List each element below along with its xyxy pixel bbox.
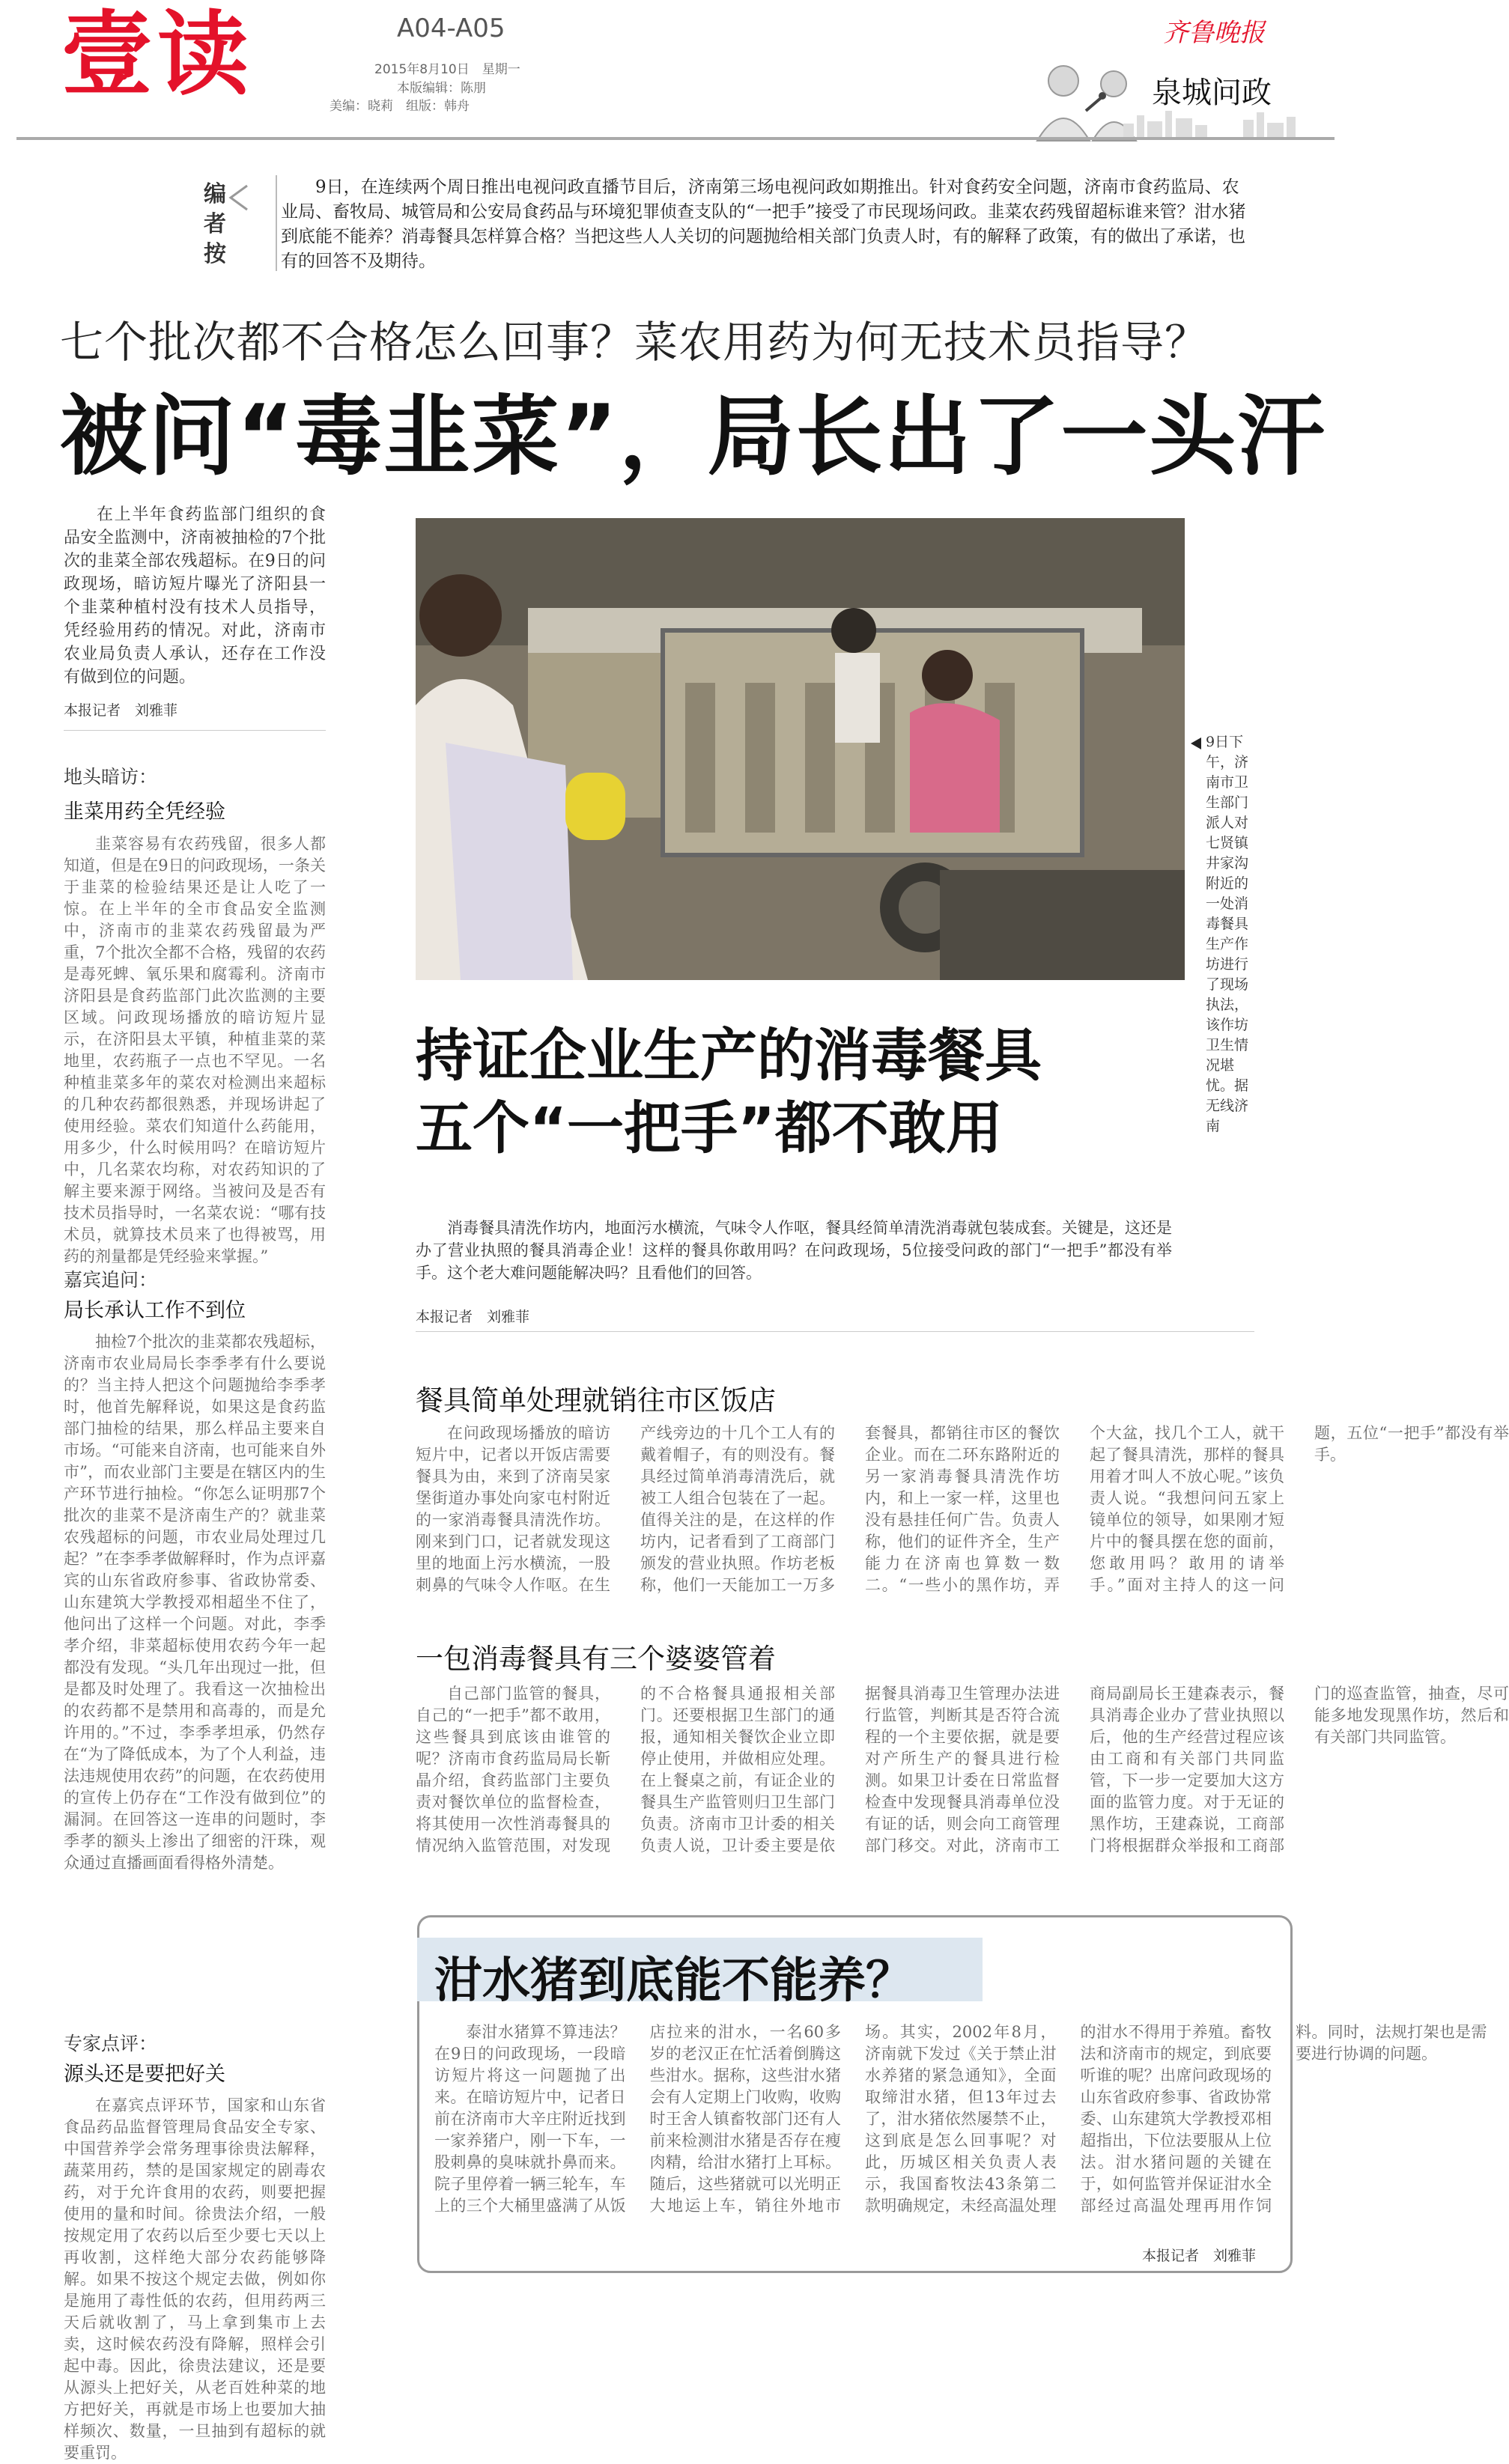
story1-headline: 被问“毒韭菜”，局长出了一头汗 [60,386,1326,487]
s1-label: 地头暗访： [64,766,158,788]
editor-note-text: 9日，在连续两个周日推出电视问政直播节目后，济南第三场电视问政如期推出。针对食药安全问题，济南市食药监局、农业局、畜牧局、城管局和公安局食药品与环境犯罪侦查支队的“一把手”接受了市民现场问政。韭菜农药残留超标谁来管？泔水猪到底能不能养？消毒餐具怎样算合格？当把这些人人关切的问题抛给相关部门负责人时，有的解释了政策，有的做出了承诺，也有的回答不及期待。 [281,177,1246,271]
story2-headline-line1: 持证企业生产的消毒餐具 [416,1022,1042,1089]
story2-body-a: 在问政现场播放的暗访短片中，记者以开饭店需要餐具为由，来到了济南吴家堡街道办事处向家屯村附近的一家消毒餐具清洗作坊。刚来到门口，记者就发现这里的地面上污水横流，一股刺鼻的气味令人作呕。在生产线旁边的十几个工人有的戴着帽子，有的则没有。餐具经过简单消毒清洗后，就被工人组合包装在了一起。值得关注的是，在这样的作坊内，记者看到了工商部门颁发的营业执照。作坊老板称，他们一天能加工一万多套餐具，都销往市区的餐饮企业。而在二环东路附近的另一家消毒餐具清洗作坊内，和上一家一样，这里也没有悬挂任何广告。负责人称，他们的证件齐全，生产能力在济南也算数一数二。“一些小的黑作坊，弄个大盆，找几个工人，就干起了餐具清洗，那样的餐具用着才叫人不放心呢。”该负责人说。“我想问问五家上镜单位的领导，如果刚才短片中的餐具摆在您的面前，您敢用吗？敢用的请举手。”面对主持人的这一问题，五位“一把手”都没有举手。 [416,1424,1509,1594]
page-editor: 本版编辑：陈朋 [397,81,486,96]
story1-lead: 在上半年食药监部门组织的食品安全监测中，济南被抽检的7个批次的韭菜全部农残超标。在9日的问政现场，暗访短片曝光了济阳县一个韭菜种植村没有技术人员指导，凭经验用药的情况。对此，济南市农业局负责人承认，还存在工作没有做到位的问题。 [64,505,326,687]
story2-sub-b: 一包消毒餐具有三个婆婆管着 [416,1643,776,1675]
page-design: 美编：晓莉 组版：韩舟 [330,99,470,114]
story1-subtitle: 七个批次都不合格怎么回事？菜农用药为何无技术员指导？ [60,317,1209,368]
story3-headline: 泔水猪到底能不能养？ [434,1953,914,2009]
s1-body: 韭菜容易有农药残留，很多人都知道，但是在9日的问政现场，一条关于韭菜的检验结果还是让人吃了一惊。在上半年的全市食品安全监测中，济南市的韭菜农药残留最为严重，7个批次全都不合格，残留的农药是毒死蜱、氧乐果和腐霉利。济南市济阳县是食药监部门此次监测的主要区域。问政现场播放的暗访短片显示，在济阳县太平镇，种植韭菜的菜地里，农药瓶子一点也不罕见。一名种植韭菜多年的菜农对检测出来超标的几种农药都很熟悉，并现场讲起了使用经验。菜农们知道什么药能用，用多少，什么时候用吗？在暗访短片中，几名菜农均称，对农药知识的了解主要来源于网络。当被问及是否有技术员指导时，一名菜农说：“哪有技术员，就算技术员来了也得被骂，用药的剂量都是凭经验来掌握。” [64,835,326,1265]
newspaper-name: 齐鲁晚报 [1163,18,1265,48]
story2-byline: 本报记者 刘雅菲 [416,1309,530,1325]
story2-headline-line2: 五个“一把手”都不敢用 [416,1095,1003,1161]
story3-body: 泰泔水猪算不算违法？在9日的问政现场，一段暗访短片将这一问题抛了出来。在暗访短片中，记者日前在济南市大辛庄附近找到一家养猪户，刚一下车，一股刺鼻的臭味就扑鼻而来。院子里停着一辆三轮车，车上的三个大桶里盛满了从饭店拉来的泔水，一名60多岁的老汉正在忙活着倒腾这些泔水。据称，这些泔水猪会有人定期上门收购，收购时王舍人镇畜牧部门还有人前来检测泔水猪是否存在瘦肉精，给泔水猪打上耳标。随后，这些猪就可以光明正大地运上车，销往外地市场。其实，2002年8月，济南就下发过《关于禁止泔水养猪的紧急通知》，全面取缔泔水猪，但13年过去了，泔水猪依然屡禁不止，这到底是怎么回事呢？对此，历城区相关负责人表示，我国畜牧法43条第二款明确规定，未经高温处理的泔水不得用于养殖。畜牧法和济南市的规定，到底要听谁的呢？出席问政现场的山东省政府参事、省政协常委、山东建筑大学教授邓相超指出，下位法要服从上位法。泔水猪问题的关键在于，如何监管并保证泔水全部经过高温处理再用作饲料。同时，法规打架也是需要进行协调的问题。 [434,2023,1487,2215]
story2-lead: 消毒餐具清洗作坊内，地面污水横流，气味令人作呕，餐具经简单清洗消毒就包装成套。关键是，这还是办了营业执照的餐具消毒企业！这样的餐具你敢用吗？在问政现场，5位接受问政的部门“一把手”都没有举手。这个老大难问题能解决吗？且看他们的回答。 [416,1219,1172,1282]
editor-note-label: 编者按 [204,181,226,267]
story3-byline: 本报记者 刘雅菲 [1142,2248,1257,2264]
s2-label: 嘉宾追问： [64,1269,158,1291]
section-logo: 壹读 [61,1,253,108]
s3-body: 在嘉宾点评环节，国家和山东省食品药品监督管理局食品安全专家、中国营养学会常务理事徐贵法解释，蔬菜用药，禁的是国家规定的剧毒农药，对于允许食用的农药，则要把握使用的量和时间。徐贵法介绍，一般按规定用了农药以后至少要七天以上再收割，这样绝大部分农药能够降解。如果不按这个规定去做，例如你是施用了毒性低的农药，但用药两三天后就收割了，马上拿到集市上去卖，这时候农药没有降解，照样会引起中毒。因此，徐贵法建议，还是要从源头上把好关，从老百姓种菜的地方把好关，再就是市场上也要加大抽样频次、数量，一旦抽到有超标的就要重罚。 [64,2096,326,2462]
story2-body-b: 自己部门监管的餐具，自己的“一把手”都不敢用，这些餐具到底该由谁管的呢？济南市食药监局局长靳晶介绍，食药监部门主要负责对餐饮单位的监督检查，将其使用一次性消毒餐具的情况纳入监管范围，对发现的不合格餐具通报相关部门。还要根据卫生部门的通报，通知相关餐饮企业立即停止使用，并做相应处理。在上餐桌之前，有证企业的餐具生产监管则归卫生部门负责。济南市卫计委的相关负责人说，卫计委主要是依据餐具消毒卫生管理办法进行监管，判断其是否符合流程的一个主要依据，就是要对产所生产的餐具进行检测。如果卫计委在日常监督检查中发现餐具消毒单位没有证的话，则会向工商管理部门移交。对此，济南市工商局副局长王建森表示，餐具消毒企业办了营业执照以后，他的生产经营过程应该由工商和有关部门共同监管，下一步一定要加大这方面的监管力度。对于无证的黑作坊，王建森说，工商部门将根据群众举报和工商部门的巡查监管，抽查，尽可能多地发现黑作坊，然后和有关部门共同监管。 [416,1685,1509,1855]
caption-arrow-icon [1189,737,1203,750]
s3-title: 源头还是要把好关 [64,2063,225,2086]
photo-caption: 9日下午，济南市卫生部门派人对七贤镇井家沟附近的一处消毒餐具生产作坊进行了现场执法，该作坊卫生情况堪忧。据无线济南 [1206,734,1249,1134]
s2-title: 局长承认工作不到位 [64,1299,246,1322]
divider [416,1331,1254,1332]
divider [64,730,326,731]
issue-date: 2015年8月10日 星期一 [374,62,520,77]
news-photo [416,518,1185,980]
page-range: A04-A05 [397,13,505,43]
story1-byline: 本报记者 刘雅菲 [64,702,178,719]
story2-sub-a: 餐具简单处理就销往市区饭店 [416,1384,776,1417]
s3-label: 专家点评： [64,2033,158,2054]
column-name: 泉城问政 [1152,76,1272,110]
note-bracket-icon [225,183,255,258]
s2-body: 抽检7个批次的韭菜都农残超标，济南市农业局局长李季孝有什么要说的？当主持人把这个问题抛给李季孝时，他首先解释说，如果这是食药监部门抽检的结果，那么样品主要来自市场。“可能来自济南，也可能来自外市”，而农业部门主要是在辖区内的生产环节进行抽检。“你怎么证明那7个批次的韭菜不是济南生产的？就韭菜农残超标的问题，市农业局处理过几起？”在李季孝做解释时，作为点评嘉宾的山东省政府参事、省政协常委、山东建筑大学教授邓相超坐不住了，他问出了这样一个问题。对此，李季孝介绍，非菜超标使用农药今年一起都没有发现。“头几年出现过一批，但是都及时处理了。我看这一次抽检出的农药都不是禁用和高毒的，而是允许用的。”不过，李季孝坦承，仍然存在“为了降低成本，为了个人利益，违法违规使用农药”的问题，在农药使用的宣传上仍存在“工作没有做到位”的漏洞。在回答这一连串的问题时，李季孝的额头上渗出了细密的汗珠，观众通过直播画面看得格外清楚。 [64,1333,326,1872]
s1-title: 韭菜用药全凭经验 [64,800,225,824]
header-rule [16,137,1335,140]
